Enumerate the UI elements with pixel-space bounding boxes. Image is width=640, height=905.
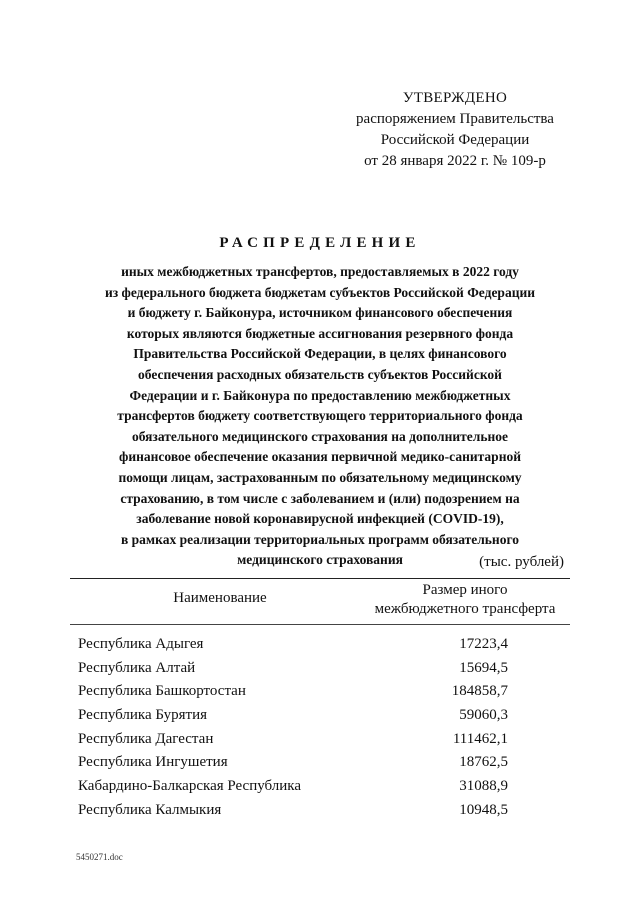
transfer-amount: 111462,1 bbox=[452, 730, 508, 747]
column-header-name: Наименование bbox=[173, 590, 267, 606]
subtitle-line: заболевание новой коронавирусной инфекцией (COVID-19), bbox=[136, 511, 504, 527]
table-row bbox=[78, 799, 570, 823]
file-reference: 5450271.doc bbox=[76, 852, 123, 862]
column-header-value-line-2: межбюджетного трансферта bbox=[374, 601, 556, 617]
subtitle-line: Правительства Российской Федерации, в целях финансового bbox=[133, 346, 507, 362]
subtitle-line: иных межбюджетных трансфертов, предоставляемых в 2022 году bbox=[121, 264, 519, 279]
approval-line-1: распоряжением Правительства bbox=[356, 111, 554, 127]
table-body bbox=[78, 633, 570, 823]
table-header-rule bbox=[70, 624, 570, 625]
document-title: РАСПРЕДЕЛЕНИЕ bbox=[219, 235, 421, 251]
region-name: Кабардино-Балкарская Республика bbox=[78, 778, 302, 795]
approval-line-2: Российской Федерации bbox=[380, 132, 530, 148]
transfer-amount: 59060,3 bbox=[459, 707, 508, 724]
subtitle-line: страхованию, в том числе с заболеванием и (или) подозрением на bbox=[120, 490, 520, 506]
subtitle-line: финансовое обеспечение оказания первичной медико-санитарной bbox=[119, 449, 521, 465]
column-header-value-line-1: Размер иного bbox=[422, 582, 508, 598]
region-name: Республика Дагестан bbox=[78, 730, 214, 747]
subtitle-line: в рамках реализации территориальных программ обязательного bbox=[121, 531, 519, 547]
subtitle-line: Федерации и г. Байконура по предоставлению межбюджетных bbox=[129, 387, 511, 403]
transfer-amount: 17223,4 bbox=[459, 636, 508, 652]
approval-line-3: от 28 января 2022 г. № 109-р bbox=[364, 153, 546, 169]
table-row bbox=[78, 680, 570, 704]
table-top-rule bbox=[70, 578, 570, 579]
transfer-amount: 184858,7 bbox=[451, 683, 508, 700]
table-row bbox=[78, 775, 570, 799]
subtitle-line: и бюджету г. Байконура, источником финансового обеспечения bbox=[127, 305, 513, 321]
transfer-amount: 10948,5 bbox=[459, 801, 508, 818]
approval-stamp bbox=[330, 88, 580, 172]
table-row bbox=[78, 751, 570, 775]
subtitle-line: помощи лицам, застрахованным по обязательному медицинскому bbox=[118, 469, 522, 485]
subtitle-line: обязательного медицинского страхования на дополнительное bbox=[131, 428, 509, 444]
table-row bbox=[78, 704, 570, 728]
subtitle-line: обеспечения расходных обязательств субъектов Российской bbox=[138, 366, 502, 382]
column-header-value bbox=[360, 581, 570, 619]
region-name: Республика Калмыкия bbox=[78, 801, 222, 818]
subtitle-line: трансфертов бюджету соответствующего территориального фонда bbox=[117, 408, 523, 424]
region-name: Республика Адыгея bbox=[78, 636, 204, 652]
transfer-amount: 31088,9 bbox=[459, 778, 508, 795]
region-name: Республика Алтай bbox=[78, 659, 196, 676]
subtitle-line: из федерального бюджета бюджетам субъектов Российской Федерации bbox=[104, 284, 536, 300]
subtitle-line: медицинского страхования bbox=[237, 552, 403, 568]
unit-label: (тыс. рублей) bbox=[479, 554, 564, 570]
region-name: Республика Башкортостан bbox=[78, 683, 246, 700]
table-row bbox=[78, 657, 570, 681]
document-subtitle bbox=[60, 262, 580, 571]
transfer-amount: 15694,5 bbox=[459, 659, 508, 676]
transfer-amount: 18762,5 bbox=[459, 754, 508, 771]
region-name: Республика Ингушетия bbox=[78, 754, 228, 771]
region-name: Республика Бурятия bbox=[78, 707, 208, 724]
table-row bbox=[78, 633, 570, 657]
table-row bbox=[78, 728, 570, 752]
approval-title: УТВЕРЖДЕНО bbox=[402, 90, 508, 106]
subtitle-line: которых являются бюджетные ассигнования резервного фонда bbox=[126, 325, 514, 341]
